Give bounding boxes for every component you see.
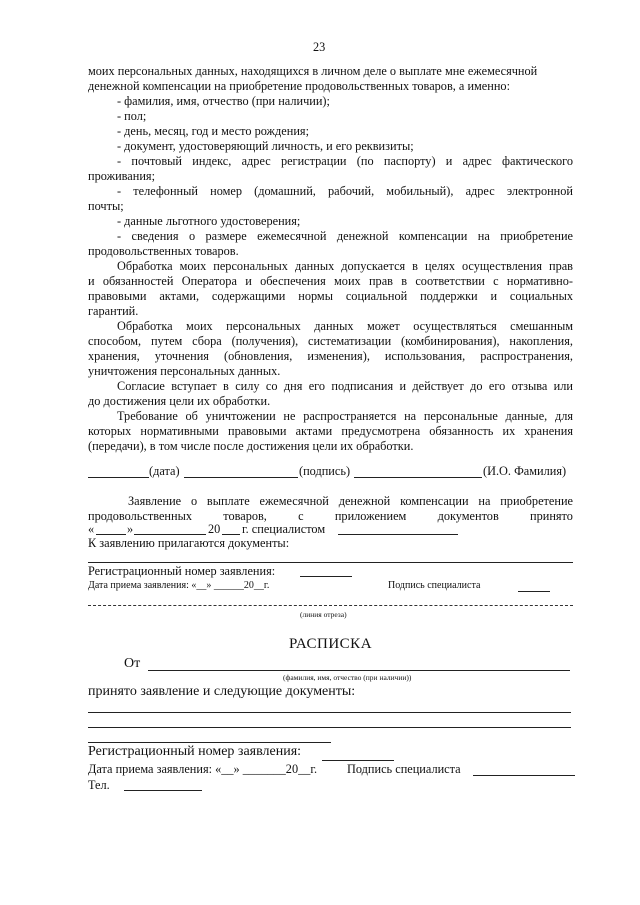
list-item: продовольственных товаров. — [88, 244, 239, 258]
receipt-specialist-signature-blank[interactable] — [473, 775, 575, 776]
reg-number-label: Регистрационный номер заявления: — [88, 564, 276, 578]
attached-docs-label: К заявлению прилагаются документы: — [88, 536, 290, 550]
signature-blank[interactable] — [184, 477, 298, 478]
documents-blank[interactable] — [88, 742, 331, 743]
close-quote: » — [127, 522, 134, 536]
phone-blank[interactable] — [124, 790, 202, 791]
application-line1: Заявление о выплате ежемесячной денежной компенсации на приобретение — [128, 494, 573, 508]
consent-intro-line1: моих персональных данных, находящихся в личном деле о выплате мне ежемесячной — [88, 64, 538, 78]
cut-line-label: (линия отреза) — [300, 610, 347, 619]
paragraph-line: хранения, уточнения (обновления, изменения), использования, распространения, — [88, 349, 573, 363]
paragraph-line: Согласие вступает в силу со дня его подписания и действует до его отзыва или — [117, 379, 573, 393]
page-number: 23 — [313, 40, 326, 54]
phone-label: Тел. — [88, 778, 110, 792]
list-item: - почтовый индекс, адрес регистрации (по паспорту) и адрес фактического — [117, 154, 573, 168]
specialist-text: г. специалистом — [242, 522, 326, 536]
word: приложением — [334, 509, 407, 523]
paragraph-line: Обработка моих персональных данных может осуществляться смешанным — [117, 319, 573, 333]
list-item: - сведения о размере ежемесячной денежной компенсации на приобретение — [117, 229, 573, 243]
open-quote: « — [88, 522, 95, 536]
specialist-signature-blank[interactable] — [518, 591, 550, 592]
receipt-specialist-signature-label: Подпись специалиста — [347, 762, 461, 776]
consent-intro-line2: денежной компенсации на приобретение продовольственных товаров, а именно: — [88, 79, 510, 93]
date-label: (дата) — [149, 464, 180, 478]
word: товаров, — [223, 509, 267, 523]
list-item: - пол; — [117, 109, 147, 123]
list-item: - фамилия, имя, отчество (при наличии); — [117, 94, 330, 108]
word: документов — [437, 509, 499, 523]
signature-label: (подпись) — [299, 464, 351, 478]
paragraph-line: правовыми актами, содержащими нормы социальной поддержки и социальных — [88, 289, 573, 303]
word: с — [298, 509, 304, 523]
date-received: Дата приема заявления: «__» ______20__г. — [88, 580, 270, 591]
list-item: - документ, удостоверяющий личность, и его реквизиты; — [117, 139, 414, 153]
application-line2 — [88, 509, 573, 523]
list-item: - данные льготного удостоверения; — [117, 214, 301, 228]
paragraph-line: Обработка моих персональных данных допускается в целях осуществления прав — [117, 259, 573, 273]
paragraph-line: уничтожения персональных данных. — [88, 364, 281, 378]
word: продовольственных — [88, 509, 192, 523]
documents-blank[interactable] — [88, 712, 571, 713]
receipt-reg-number-blank[interactable] — [322, 760, 394, 761]
accepted-text: принято заявление и следующие документы: — [88, 684, 356, 699]
paragraph-line: (передачи), в том числе после достижения цели их обработки. — [88, 439, 414, 453]
documents-blank[interactable] — [88, 727, 571, 728]
list-item: проживания; — [88, 169, 155, 183]
year-blank[interactable] — [222, 534, 240, 535]
word: принято — [530, 509, 573, 523]
documents-blank[interactable] — [88, 562, 573, 563]
paragraph-line: и обязанностей Оператора и обеспечения моих прав в соответствии с нормативно- — [88, 274, 573, 288]
list-item: - день, месяц, год и место рождения; — [117, 124, 310, 138]
from-blank[interactable] — [148, 670, 570, 671]
paragraph-line: до достижения цели их обработки. — [88, 394, 271, 408]
day-blank[interactable] — [96, 534, 126, 535]
from-label: От — [124, 656, 141, 671]
list-item: - телефонный номер (домашний, рабочий, мобильный), адрес электронной — [117, 184, 573, 198]
year-prefix: 20 — [208, 522, 221, 536]
month-blank[interactable] — [134, 534, 206, 535]
fio-hint: (фамилия, имя, отчество (при наличии)) — [283, 673, 412, 682]
paragraph-line: Требование об уничтожении не распространяется на персональные данные, для — [117, 409, 573, 423]
date-blank[interactable] — [88, 477, 149, 478]
name-label: (И.О. Фамилия) — [483, 464, 567, 478]
receipt-title: РАСПИСКА — [289, 636, 373, 652]
paragraph-line: гарантий. — [88, 304, 139, 318]
receipt-date-received: Дата приема заявления: «__» _______20__г. — [88, 762, 318, 776]
name-blank[interactable] — [354, 477, 482, 478]
paragraph-line: способом, путем сбора (получения), систематизации (комбинирования), накопления, — [88, 334, 573, 348]
cut-line — [88, 605, 573, 606]
receipt-reg-number-label: Регистрационный номер заявления: — [88, 744, 302, 759]
list-item: почты; — [88, 199, 124, 213]
specialist-blank[interactable] — [338, 534, 458, 535]
specialist-signature-label: Подпись специалиста — [388, 580, 481, 591]
reg-number-blank[interactable] — [300, 576, 352, 577]
paragraph-line: которых нормативными правовыми актами предусмотрена обязанность их хранения — [88, 424, 573, 438]
